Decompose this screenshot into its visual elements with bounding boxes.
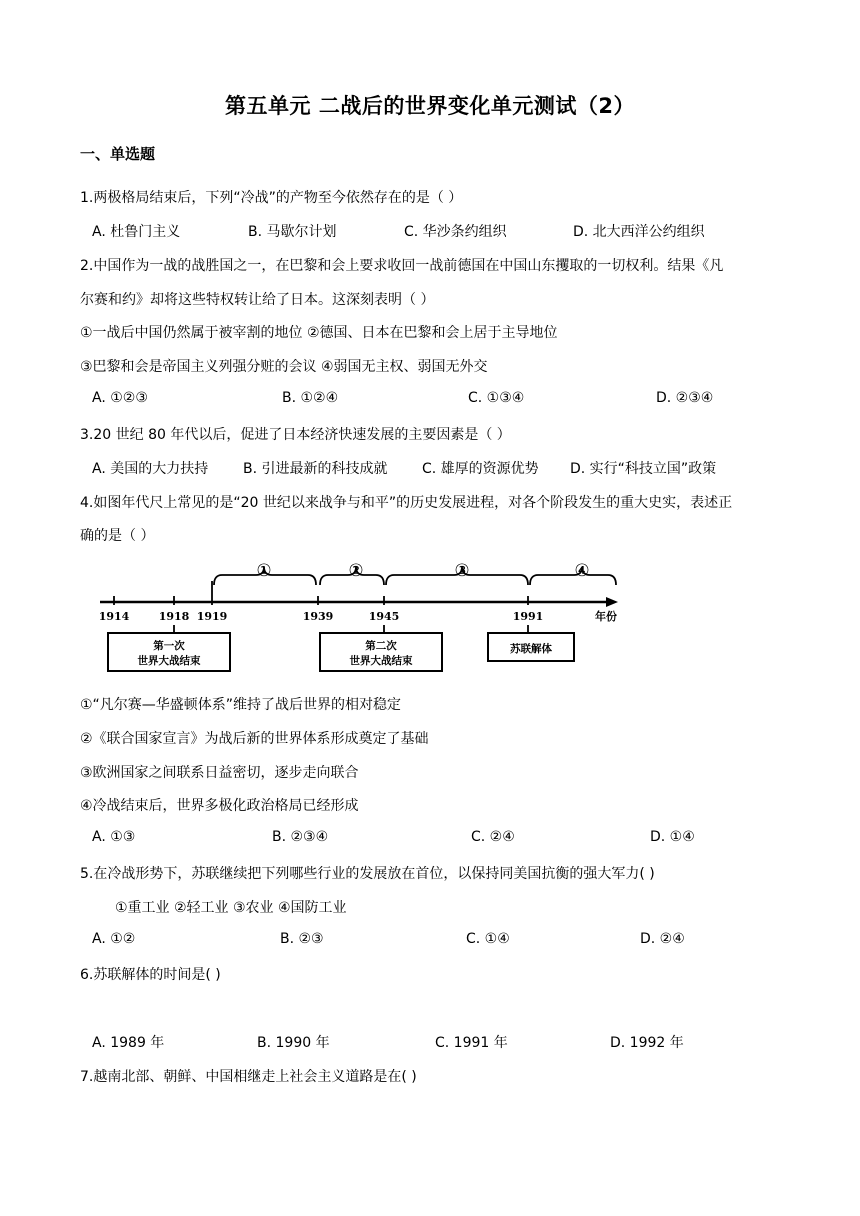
event-box-ww2-line1: 第二次	[365, 640, 397, 652]
question-4-item-1: ①“凡尔赛—华盛顿体系”维持了战后世界的相对稳定	[80, 697, 402, 713]
q3-option-c[interactable]: C. 雄厚的资源优势	[422, 461, 539, 477]
q3-option-d[interactable]: D. 实行“科技立国”政策	[570, 461, 717, 477]
q2-option-a[interactable]: A. ①②③	[92, 390, 148, 406]
q1-option-d[interactable]: D. 北大西洋公约组织	[573, 224, 705, 240]
question-1-stem: 1.两极格局结束后，下列“冷战”的产物至今依然存在的是（ ）	[80, 190, 463, 206]
timeline-arrow-icon	[606, 597, 618, 607]
q6-option-d[interactable]: D. 1992 年	[610, 1035, 684, 1051]
q5-option-b[interactable]: B. ②③	[280, 931, 324, 947]
q6-option-c[interactable]: C. 1991 年	[435, 1035, 508, 1051]
q5-option-d[interactable]: D. ②④	[640, 931, 685, 947]
q1-option-b[interactable]: B. 马歇尔计划	[248, 224, 337, 240]
stage-3-label: ③	[454, 561, 470, 581]
q6-option-a[interactable]: A. 1989 年	[92, 1035, 165, 1051]
section-heading: 一、单选题	[80, 145, 156, 163]
question-5-stem: 5.在冷战形势下，苏联继续把下列哪些行业的发展放在首位，以保持同美国抗衡的强大军力( )	[80, 866, 655, 882]
stage-4-brace	[530, 567, 616, 585]
timeline-year-1914: 1914	[98, 610, 130, 623]
question-4-item-3: ③欧洲国家之间联系日益密切，逐步走向联合	[80, 765, 359, 781]
question-4-item-4: ④冷战结束后，世界多极化政治格局已经形成	[80, 798, 359, 814]
timeline-axis-label: 年份	[595, 610, 617, 623]
event-box-ww2-line2: 世界大战结束	[349, 655, 413, 667]
q4-option-d[interactable]: D. ①④	[650, 829, 695, 845]
q2-option-c[interactable]: C. ①③④	[468, 390, 525, 406]
timeline-year-1939: 1939	[302, 610, 334, 623]
q5-option-a[interactable]: A. ①②	[92, 931, 136, 947]
q2-option-b[interactable]: B. ①②④	[282, 390, 339, 406]
q5-option-c[interactable]: C. ①④	[466, 931, 510, 947]
timeline-year-1919: 1919	[196, 610, 228, 623]
q4-option-a[interactable]: A. ①③	[92, 829, 136, 845]
q1-option-c[interactable]: C. 华沙条约组织	[404, 224, 507, 240]
stage-4-label: ④	[574, 561, 590, 581]
timeline-year-1945: 1945	[368, 610, 400, 623]
stage-2-label: ②	[348, 561, 364, 581]
question-7-stem: 7.越南北部、朝鲜、中国相继走上社会主义道路是在( )	[80, 1069, 417, 1085]
q3-option-a[interactable]: A. 美国的大力扶持	[92, 461, 209, 477]
q4-option-b[interactable]: B. ②③④	[272, 829, 329, 845]
page-title: 第五单元 二战后的世界变化单元测试（2）	[225, 94, 635, 118]
question-6-stem: 6.苏联解体的时间是( )	[80, 967, 221, 983]
question-4-stem-line2: 确的是（ ）	[80, 528, 155, 544]
question-4-item-2: ②《联合国家宣言》为战后新的世界体系形成奠定了基础	[80, 731, 429, 747]
q6-option-b[interactable]: B. 1990 年	[257, 1035, 330, 1051]
timeline-year-1918: 1918	[158, 610, 190, 623]
question-5-items: ①重工业 ②轻工业 ③农业 ④国防工业	[115, 900, 347, 916]
timeline-figure	[96, 553, 626, 678]
timeline-year-1991: 1991	[512, 610, 544, 623]
q3-option-b[interactable]: B. 引进最新的科技成就	[243, 461, 388, 477]
q2-option-d[interactable]: D. ②③④	[656, 390, 714, 406]
question-2-stem-line2: 尔赛和约》却将这些特权转让给了日本。这深刻表明（ ）	[80, 292, 435, 308]
event-box-ussr-label: 苏联解体	[510, 643, 552, 655]
event-box-ww1-line2: 世界大战结束	[137, 655, 201, 667]
question-3-stem: 3.20 世纪 80 年代以后，促进了日本经济快速发展的主要因素是（ ）	[80, 427, 511, 443]
q4-option-c[interactable]: C. ②④	[471, 829, 515, 845]
q1-option-a[interactable]: A. 杜鲁门主义	[92, 224, 181, 240]
question-2-stem-line1: 2.中国作为一战的战胜国之一，在巴黎和会上要求收回一战前德国在中国山东攫取的一切权利。结果《凡	[80, 258, 724, 274]
question-4-stem-line1: 4.如图年代尺上常见的是“20 世纪以来战争与和平”的历史发展进程，对各个阶段发生的重大史实，表述正	[80, 495, 733, 511]
event-box-ww1-line1: 第一次	[153, 640, 185, 652]
stage-1-label: ①	[256, 561, 272, 581]
question-2-items-line2: ③巴黎和会是帝国主义列强分赃的会议 ④弱国无主权、弱国无外交	[80, 359, 488, 375]
question-2-items-line1: ①一战后中国仍然属于被宰割的地位 ②德国、日本在巴黎和会上居于主导地位	[80, 325, 558, 341]
